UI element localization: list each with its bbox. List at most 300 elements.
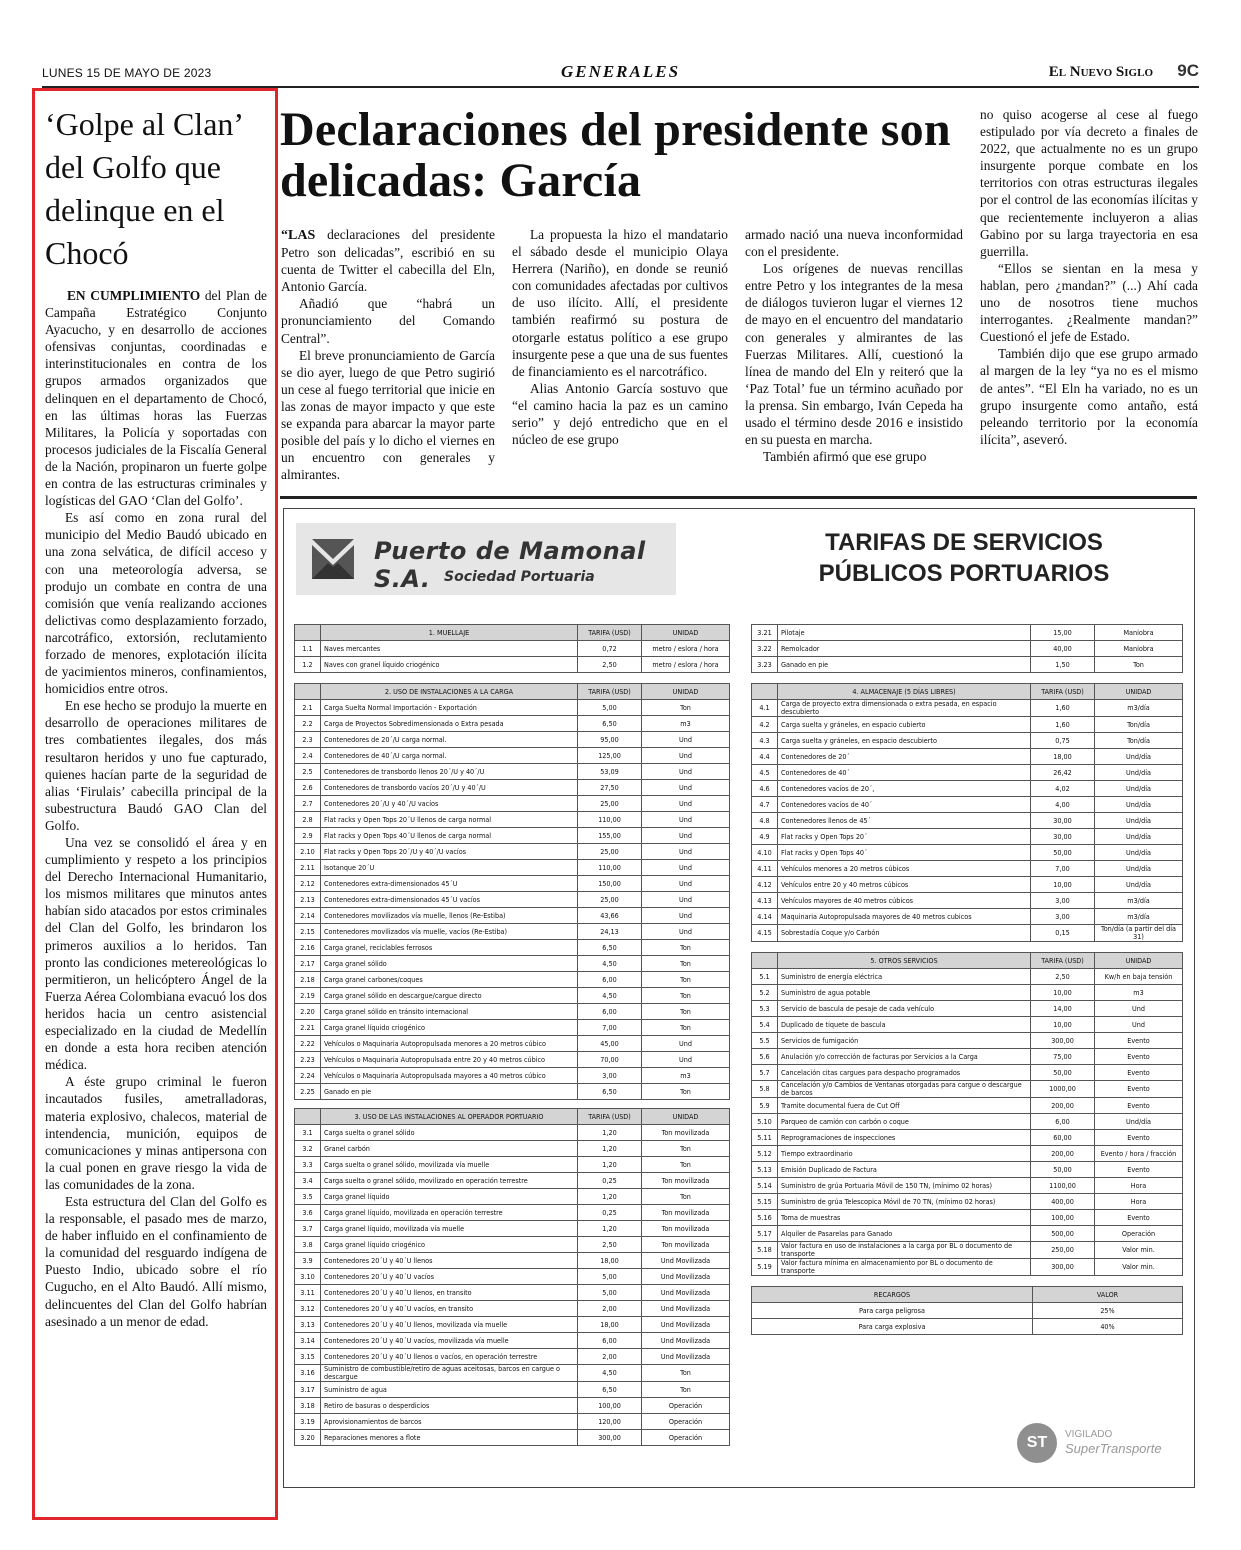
row-description: Contenedores llenos de 45´ (778, 813, 1031, 829)
tariff-advertisement (283, 508, 1195, 1488)
table-row (295, 764, 730, 780)
table-row (295, 1269, 730, 1285)
table-row (752, 765, 1183, 781)
table-row (295, 1189, 730, 1205)
row-unit: Und/día (1095, 1114, 1183, 1130)
row-unit: Evento / hora / fracción (1095, 1146, 1183, 1162)
row-tariff: 75,00 (1031, 1049, 1095, 1065)
side-body (45, 287, 267, 1330)
row-code: 2.19 (295, 988, 321, 1004)
row-unit: Evento (1095, 1033, 1183, 1049)
row-code: 4.6 (752, 781, 778, 797)
table-row (752, 1098, 1183, 1114)
row-tariff: 10,00 (1031, 985, 1095, 1001)
row-unit: Und (642, 876, 730, 892)
row-code: 2.6 (295, 780, 321, 796)
table-row (295, 940, 730, 956)
row-tariff: 60,00 (1031, 1130, 1095, 1146)
row-tariff: 27,50 (578, 780, 642, 796)
row-description: Carga suelta o granel sólido, movilizada vía muelle (321, 1157, 578, 1173)
row-tariff: 4,50 (578, 1365, 642, 1382)
page-header (42, 60, 1199, 84)
row-unit: Hora (1095, 1178, 1183, 1194)
row-tariff: 150,00 (578, 876, 642, 892)
table-row (752, 1259, 1183, 1276)
row-description: Carga suelta y gráneles, en espacio descubierto (778, 733, 1031, 749)
table-row (752, 813, 1183, 829)
row-code: 4.9 (752, 829, 778, 845)
row-tariff: 4,50 (578, 956, 642, 972)
row-tariff: 2,50 (1031, 969, 1095, 985)
row-description: Servicios de fumigación (778, 1033, 1031, 1049)
row-tariff: 50,00 (1031, 845, 1095, 861)
row-code: 3.9 (295, 1253, 321, 1269)
row-code: 4.4 (752, 749, 778, 765)
row-unit: Und (642, 812, 730, 828)
row-description: Contenedores extra-dimensionados 45´U (321, 876, 578, 892)
table-row (295, 1157, 730, 1173)
row-code: 3.8 (295, 1237, 321, 1253)
side-paragraph: Una vez se consolidó el área y en cumplimiento y respeto a los principios del Derecho Internacional Humanitario, los mismos militares que minutos antes habían sido atacados por estos criminales del Clan del Golfo, les brindaron los primeros auxilios a lo heridos. Tan pronto las condiciones metereológicas lo permitieron, un helicóptero Ángel de la Fuerza Aérea Colombiana evacuó los dos heridos hacia un centro asistencial especializado en la ciudad de Medellín en donde a esta hora reciben atención médica. (45, 835, 267, 1073)
row-unit: Operación (642, 1398, 730, 1414)
row-unit: Und (642, 908, 730, 924)
table-row (752, 925, 1183, 942)
row-code: 4.11 (752, 861, 778, 877)
table-row (295, 780, 730, 796)
row-tariff: 1,20 (578, 1221, 642, 1237)
header-blank (752, 953, 778, 969)
row-tariff: 50,00 (1031, 1162, 1095, 1178)
table-row (752, 1049, 1183, 1065)
row-description: Retiro de basuras o desperdicios (321, 1398, 578, 1414)
row-tariff: 300,00 (578, 1430, 642, 1446)
surcharge-value: 25% (1033, 1303, 1183, 1319)
table-header-row (295, 1109, 730, 1125)
row-code: 3.5 (295, 1189, 321, 1205)
row-description: Carga granel líquido criogénico (321, 1237, 578, 1253)
side-paragraph: A éste grupo criminal le fueron incautados fusiles, ametralladoras, materia explosivo, chalecos, material de intendencia, munición, equipos de comunicaciones y minas antipersona con la cual ponen en grave riesgo la vida de las comunidades de la zona. (45, 1074, 267, 1192)
vigilado-label: VIGILADO (1065, 1429, 1113, 1440)
surcharge-label: Para carga explosiva (752, 1319, 1033, 1335)
col-tarifa: TARIFA (USD) (578, 1109, 642, 1125)
row-description: Contenedores de 20´/U carga normal. (321, 732, 578, 748)
row-description: Contenedores 20´U y 40´U llenos o vacíos, en operación terrestre (321, 1349, 578, 1365)
row-tariff: 70,00 (578, 1052, 642, 1068)
side-paragraph: Es así como en zona rural del municipio del Medio Baudó ubicado en una zona selvática, de difícil acceso y con una meteorología adversa, se produjo un combate en contra de una comisión que venía realizando acciones delictivas como desplazamiento forzado, narcotráfico, extorsión, reclutamiento forzado de menores, explotación ilícita de yacimientos mineros, confinamientos, homicidios entre otros. (45, 510, 267, 697)
table-title: 3. USO DE LAS INSTALACIONES AL OPERADOR PORTUARIO (321, 1109, 578, 1125)
row-tariff: 120,00 (578, 1414, 642, 1430)
row-tariff: 10,00 (1031, 877, 1095, 893)
row-code: 5.7 (752, 1065, 778, 1081)
row-description: Remolcador (778, 641, 1031, 657)
valor-header: VALOR (1033, 1287, 1183, 1303)
row-tariff: 53,09 (578, 764, 642, 780)
row-description: Carga de Proyectos Sobredimensionada o Extra pesada (321, 716, 578, 732)
row-code: 2.14 (295, 908, 321, 924)
article-paragraph: no quiso acogerse al cese al fuego estipulado por vía decreto a finales de 2022, que actualmente no es un grupo insurgente porque combate en los territorios con otras estructuras ilegales por el control de las economías ilícitas y que recientemente incluyeron a alias Gabino por su larga trayectoria en esa guerrilla. (980, 107, 1198, 259)
row-code: 3.7 (295, 1221, 321, 1237)
tariff-table (294, 683, 730, 1100)
row-tariff: 100,00 (1031, 1210, 1095, 1226)
row-code: 2.4 (295, 748, 321, 764)
row-description: Tiempo extraordinario (778, 1146, 1031, 1162)
row-description: Pilotaje (778, 625, 1031, 641)
row-tariff: 3,00 (1031, 909, 1095, 925)
row-description: Carga Suelta Normal Importación - Exportación (321, 700, 578, 716)
row-unit: Ton movilizada (642, 1173, 730, 1189)
row-code: 5.5 (752, 1033, 778, 1049)
row-description: Maquinaria Autopropulsada mayores de 40 metros cubicos (778, 909, 1031, 925)
row-unit: Und/día (1095, 845, 1183, 861)
row-unit: Operación (642, 1430, 730, 1446)
row-code: 4.1 (752, 700, 778, 717)
table-row (752, 1210, 1183, 1226)
row-tariff: 2,00 (578, 1301, 642, 1317)
row-description: Duplicado de tiquete de bascula (778, 1017, 1031, 1033)
row-tariff: 4,02 (1031, 781, 1095, 797)
row-unit: Und (1095, 1017, 1183, 1033)
row-tariff: 400,00 (1031, 1194, 1095, 1210)
article-column-1 (281, 226, 495, 483)
table-row (295, 1301, 730, 1317)
company-subtitle: Sociedad Portuaria (444, 569, 595, 585)
table-row (295, 1084, 730, 1100)
table-row (752, 829, 1183, 845)
row-description: Vehículos entre 20 y 40 metros cúbicos (778, 877, 1031, 893)
row-tariff: 5,00 (578, 700, 642, 716)
row-description: Contenedores 20´U y 40´U llenos (321, 1253, 578, 1269)
row-unit: m3/día (1095, 700, 1183, 717)
table-header-row (295, 625, 730, 641)
table-row (295, 1349, 730, 1365)
row-tariff: 1,20 (578, 1141, 642, 1157)
table-row (295, 1205, 730, 1221)
row-code: 5.9 (752, 1098, 778, 1114)
table-row (752, 1226, 1183, 1242)
row-unit: Evento (1095, 1049, 1183, 1065)
row-description: Emisión Duplicado de Factura (778, 1162, 1031, 1178)
row-tariff: 25,00 (578, 796, 642, 812)
row-description: Carga suelta o granel sólido (321, 1125, 578, 1141)
row-description: Carga granel sólido (321, 956, 578, 972)
row-code: 5.3 (752, 1001, 778, 1017)
row-description: Ganado en pie (778, 657, 1031, 673)
row-unit: Evento (1095, 1081, 1183, 1098)
company-name: Puerto de Mamonal S.A. (374, 537, 646, 593)
row-code: 5.6 (752, 1049, 778, 1065)
row-description: Contenedores de transbordo vacíos 20´/U y 40´/U (321, 780, 578, 796)
envelope-logo-icon (312, 539, 354, 579)
tariff-table (751, 683, 1183, 942)
row-code: 3.16 (295, 1365, 321, 1382)
row-tariff: 18,00 (1031, 749, 1095, 765)
row-unit: Evento (1095, 1162, 1183, 1178)
table-row (752, 985, 1183, 1001)
table-row (752, 625, 1183, 641)
table-row (752, 700, 1183, 717)
row-description: Carga granel líquido criogénico (321, 1020, 578, 1036)
row-code: 5.16 (752, 1210, 778, 1226)
row-code: 5.4 (752, 1017, 778, 1033)
row-description: Sobrestadía Coque y/o Carbón (778, 925, 1031, 942)
row-code: 4.12 (752, 877, 778, 893)
row-unit: Und (642, 860, 730, 876)
row-code: 3.23 (752, 657, 778, 673)
table-row (295, 908, 730, 924)
table-row (752, 1146, 1183, 1162)
row-code: 4.14 (752, 909, 778, 925)
article-lead: “LAS (281, 228, 316, 243)
table-row (752, 1001, 1183, 1017)
row-unit: Ton (642, 956, 730, 972)
row-description: Contenedores 20´U y 40´U llenos, movilizada vía muelle (321, 1317, 578, 1333)
table-row (295, 1004, 730, 1020)
row-tariff: 3,00 (578, 1068, 642, 1084)
table-header-row (752, 684, 1183, 700)
row-code: 5.15 (752, 1194, 778, 1210)
row-unit: Und/día (1095, 813, 1183, 829)
article-column-4 (980, 106, 1198, 448)
row-description: Carga granel carbones/coques (321, 972, 578, 988)
table-row (295, 641, 730, 657)
row-unit: Ton/día (a partir del día 31) (1095, 925, 1183, 942)
row-tariff: 26,42 (1031, 765, 1095, 781)
row-description: Contenedores de 20´ (778, 749, 1031, 765)
article-paragraph: Añadió que “habrá un pronunciamiento del Comando Central”. (281, 296, 495, 346)
row-tariff: 6,00 (1031, 1114, 1095, 1130)
table-row (752, 909, 1183, 925)
row-code: 3.6 (295, 1205, 321, 1221)
table-row (752, 749, 1183, 765)
row-code: 2.7 (295, 796, 321, 812)
row-code: 2.15 (295, 924, 321, 940)
row-tariff: 6,00 (578, 1333, 642, 1349)
row-tariff: 18,00 (578, 1253, 642, 1269)
row-tariff: 7,00 (1031, 861, 1095, 877)
row-description: Vehículos o Maquinaria Autopropulsada entre 20 y 40 metros cúbico (321, 1052, 578, 1068)
row-description: Ganado en pie (321, 1084, 578, 1100)
row-tariff: 14,00 (1031, 1001, 1095, 1017)
row-code: 5.14 (752, 1178, 778, 1194)
row-code: 2.5 (295, 764, 321, 780)
row-description: Naves mercantes (321, 641, 578, 657)
supertransporte-logo (1017, 1423, 1187, 1463)
row-tariff: 95,00 (578, 732, 642, 748)
row-unit: Ton movilizada (642, 1221, 730, 1237)
row-code: 2.22 (295, 1036, 321, 1052)
row-tariff: 1100,00 (1031, 1178, 1095, 1194)
col-tarifa: TARIFA (USD) (1031, 953, 1095, 969)
table-row (752, 893, 1183, 909)
row-tariff: 30,00 (1031, 829, 1095, 845)
row-description: Contenedores de transbordo llenos 20´/U y 40´/U (321, 764, 578, 780)
row-description: Contenedores 20´U y 40´U vacíos, movilizada vía muelle (321, 1333, 578, 1349)
article-column-2 (512, 226, 728, 448)
row-tariff: 1,50 (1031, 657, 1095, 673)
row-description: Parqueo de camión con carbón o coque (778, 1114, 1031, 1130)
table-row (752, 861, 1183, 877)
col-unidad: UNIDAD (642, 1109, 730, 1125)
table-row (295, 796, 730, 812)
row-tariff: 110,00 (578, 812, 642, 828)
side-paragraph: En ese hecho se produjo la muerte en desarrollo de operaciones militares de tres combatientes ilegales, dos más resultaron heridos y uno fue capturado, quienes hacían parte de la seguridad de alias ‘Firulais’ cabecilla principal de la subestructura Baudó GAO Clan del Golfo. (45, 698, 267, 833)
row-unit: Und (642, 732, 730, 748)
row-unit: Evento (1095, 1210, 1183, 1226)
article-paragraph: La propuesta la hizo el mandatario el sábado desde el municipio Olaya Herrera (Nariño), en donde se reunió con comunidades afectadas por cultivos de uso ilícito. Allí, el presidente también reafirmó su postura de otorgarle estatus político a ese grupo insurgente pese a que una de sus fuentes de financiamiento es el narcotráfico. (512, 227, 728, 379)
table-header-row (752, 1287, 1183, 1303)
row-code: 5.1 (752, 969, 778, 985)
row-tariff: 6,00 (578, 972, 642, 988)
row-code: 2.17 (295, 956, 321, 972)
row-code: 2.13 (295, 892, 321, 908)
row-tariff: 6,00 (578, 1004, 642, 1020)
table-row (295, 876, 730, 892)
row-unit: Und (642, 748, 730, 764)
row-description: Flat racks y Open Tops 40´ (778, 845, 1031, 861)
row-unit: Und (642, 844, 730, 860)
row-description: Vehículos o Maquinaria Autopropulsada mayores a 40 metros cúbico (321, 1068, 578, 1084)
row-unit: Und (642, 1036, 730, 1052)
row-unit: m3 (1095, 985, 1183, 1001)
row-tariff: 125,00 (578, 748, 642, 764)
article-column-3 (745, 226, 963, 465)
row-unit: Und (642, 828, 730, 844)
row-tariff: 1,20 (578, 1189, 642, 1205)
row-code: 5.8 (752, 1081, 778, 1098)
row-description: Alquiler de Pasarelas para Ganado (778, 1226, 1031, 1242)
row-unit: Ton movilizada (642, 1237, 730, 1253)
row-unit: Und/día (1095, 797, 1183, 813)
row-description: Naves con granel líquido criogénico (321, 657, 578, 673)
row-unit: Ton (642, 1004, 730, 1020)
row-code: 3.1 (295, 1125, 321, 1141)
issue-date: LUNES 15 DE MAYO DE 2023 (42, 66, 212, 80)
table-header-row (752, 953, 1183, 969)
row-code: 3.15 (295, 1349, 321, 1365)
article-text: declaraciones del presidente Petro son delicadas”, escribió en su cuenta de Twitter el cabecilla del Eln, Antonio García. (281, 227, 495, 295)
table-row (752, 1130, 1183, 1146)
row-unit: Operación (642, 1414, 730, 1430)
table-row (752, 1017, 1183, 1033)
row-tariff: 6,50 (578, 716, 642, 732)
row-code: 1.1 (295, 641, 321, 657)
row-description: Flat racks y Open Tops 40´U llenos de carga normal (321, 828, 578, 844)
row-unit: Ton movilizada (642, 1205, 730, 1221)
table-row (752, 1033, 1183, 1049)
row-unit: Und (642, 924, 730, 940)
row-code: 3.13 (295, 1317, 321, 1333)
table-row (295, 828, 730, 844)
header-blank (295, 684, 321, 700)
table-row (295, 1398, 730, 1414)
table-row (295, 1365, 730, 1382)
row-unit: Evento (1095, 1065, 1183, 1081)
table-row (295, 1285, 730, 1301)
row-unit: Valor min. (1095, 1259, 1183, 1276)
header-blank (295, 1109, 321, 1125)
row-tariff: 3,00 (1031, 893, 1095, 909)
row-description: Suministro de grúa Portuaria Móvil de 150 TN, (mínimo 02 horas) (778, 1178, 1031, 1194)
row-unit: Ton movilizada (642, 1125, 730, 1141)
table-row (752, 1303, 1183, 1319)
table-row (295, 860, 730, 876)
row-tariff: 2,50 (578, 657, 642, 673)
row-code: 4.15 (752, 925, 778, 942)
row-tariff: 300,00 (1031, 1259, 1095, 1276)
row-unit: m3/día (1095, 893, 1183, 909)
row-description: Carga granel, reciclables ferrosos (321, 940, 578, 956)
row-tariff: 18,00 (578, 1317, 642, 1333)
row-unit: m3 (642, 716, 730, 732)
row-tariff: 0,75 (1031, 733, 1095, 749)
row-tariff: 6,50 (578, 1382, 642, 1398)
article-paragraph (281, 226, 495, 295)
row-code: 5.12 (752, 1146, 778, 1162)
row-tariff: 45,00 (578, 1036, 642, 1052)
row-unit: Evento (1095, 1098, 1183, 1114)
row-description: Contenedores vacíos de 20´, (778, 781, 1031, 797)
page-number: 9C (1177, 61, 1199, 80)
side-paragraph: Esta estructura del Clan del Golfo es la responsable, el pasado mes de marzo, de haber influido en el confinamiento de la comunidad del resguardo indígena de Puesto Indio, ubicado sobre el río Cugucho, en el Alto Baudó. Allí mismo, delincuentes del Clan del Golfo habrían asesinado a un menor de edad. (45, 1193, 267, 1329)
row-tariff: 2,00 (578, 1349, 642, 1365)
st-icon: ST (1017, 1423, 1057, 1463)
row-tariff: 200,00 (1031, 1098, 1095, 1114)
row-code: 5.13 (752, 1162, 778, 1178)
row-description: Reprogramaciones de inspecciones (778, 1130, 1031, 1146)
row-code: 5.11 (752, 1130, 778, 1146)
row-unit: Valor min. (1095, 1242, 1183, 1259)
row-tariff: 40,00 (1031, 641, 1095, 657)
row-tariff: 50,00 (1031, 1065, 1095, 1081)
row-unit: Und Movilizada (642, 1317, 730, 1333)
row-description: Contenedores de 40´/U carga normal. (321, 748, 578, 764)
row-unit: Ton (642, 988, 730, 1004)
row-code: 5.18 (752, 1242, 778, 1259)
table-row (752, 1242, 1183, 1259)
table-row (295, 1020, 730, 1036)
table-row (295, 956, 730, 972)
row-unit: Operación (1095, 1226, 1183, 1242)
article-paragraph: El breve pronunciamiento de García se dio ayer, luego de que Petro sugirió un cese al fuego territorial que inicie en las zonas de mayor impacto y que este se expanda para abarcar la mayor parte posible del país y lo dicho el viernes en un encuentro con generales y almirantes. (281, 347, 495, 483)
row-tariff: 0,25 (578, 1173, 642, 1189)
row-description: Flat racks y Open Tops 20´/U y 40´/U vacíos (321, 844, 578, 860)
row-description: Contenedores extra-dimensionados 45´U vacíos (321, 892, 578, 908)
row-description: Contenedores vacíos de 40´ (778, 797, 1031, 813)
table-row (752, 1178, 1183, 1194)
row-description: Carga granel líquido, movilizada vía muelle (321, 1221, 578, 1237)
row-description: Contenedores 20´/U y 40´/U vacíos (321, 796, 578, 812)
row-unit: Ton (642, 972, 730, 988)
table-row (752, 1194, 1183, 1210)
row-code: 4.10 (752, 845, 778, 861)
surcharges-table (751, 1286, 1183, 1335)
table-row (752, 877, 1183, 893)
row-tariff: 0,15 (1031, 925, 1095, 942)
row-description: Carga granel sólido en descargue/cargue directo (321, 988, 578, 1004)
row-code: 3.17 (295, 1382, 321, 1398)
row-description: Vehículos o Maquinaria Autopropulsada menores a 20 metros cúbico (321, 1036, 578, 1052)
row-unit: m3 (642, 1068, 730, 1084)
table-row (752, 845, 1183, 861)
row-tariff: 5,00 (578, 1269, 642, 1285)
row-unit: Ton (642, 1382, 730, 1398)
row-description: Anulación y/o corrección de facturas por Servicios a la Carga (778, 1049, 1031, 1065)
row-tariff: 15,00 (1031, 625, 1095, 641)
table-row (295, 924, 730, 940)
row-tariff: 0,25 (578, 1205, 642, 1221)
row-code: 2.9 (295, 828, 321, 844)
row-description: Contenedores 20´U y 40´U llenos, en transito (321, 1285, 578, 1301)
